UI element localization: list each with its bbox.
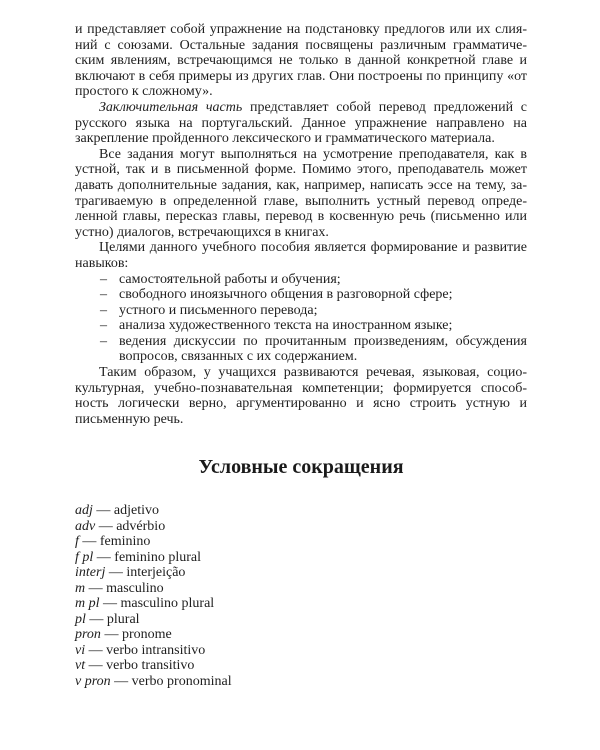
paragraph-assignments: Все задания могут выполняться на усмотрение преподавателя, как в устной, так и в письменной форме. Помимо этого, преподаватель может давать дополнительные задания, как, например, написать эссе на тему, затрагиваемую в определенной главе, выполнить устный перевод определенной главы, пересказ главы, перевод в косвенную речь (письменно или устно) диалогов, встречающихся в книгах. bbox=[75, 146, 527, 240]
abbreviation-item bbox=[75, 643, 527, 659]
list-dash: – bbox=[100, 287, 107, 303]
paragraph-final-part bbox=[75, 100, 527, 147]
abbreviation-meaning: masculino plural bbox=[120, 596, 215, 612]
abbreviation: v pron bbox=[75, 673, 111, 689]
abbreviation-separator: — bbox=[85, 642, 107, 658]
abbreviation: interj bbox=[75, 565, 106, 581]
abbreviation-meaning: verbo transitivo bbox=[106, 658, 195, 674]
abbreviation-meaning: feminino bbox=[99, 534, 151, 550]
abbreviation-meaning: verbo pronominal bbox=[131, 673, 232, 689]
abbreviation-item bbox=[75, 550, 527, 566]
abbreviation-separator: — bbox=[95, 518, 117, 534]
abbreviation-separator: — bbox=[99, 596, 121, 612]
final-part-text: представляет собой перевод предложений с русского языка на португальский. Данное упражнение направлено на закрепление пройденного лексического и грамматического материала. bbox=[75, 99, 528, 147]
abbreviation-separator: — bbox=[78, 534, 100, 550]
abbreviation-meaning: pronome bbox=[121, 627, 172, 643]
abbreviation-item bbox=[75, 565, 527, 581]
abbreviation: m bbox=[75, 580, 86, 596]
abbreviation: f bbox=[75, 534, 79, 550]
paragraph-goals: Целями данного учебного пособия является формирование и развитие навыков: bbox=[75, 240, 527, 271]
abbreviation: vt bbox=[75, 658, 86, 674]
abbreviation-separator: — bbox=[93, 549, 115, 565]
list-dash: – bbox=[100, 318, 107, 334]
final-part-term: Заключительная часть bbox=[99, 99, 243, 115]
abbreviation-item bbox=[75, 581, 527, 597]
abbreviation-item bbox=[75, 534, 527, 550]
paragraph-conclusion: Таким образом, у учащихся развиваются речевая, языковая, социокультурная, учебно-познавательная компетенции; формируется способность логически верно, аргументированно и ясно строить устную и письменную речь. bbox=[75, 365, 527, 427]
abbreviation-separator: — bbox=[85, 580, 107, 596]
skills-list bbox=[75, 272, 527, 366]
abbreviation-separator: — bbox=[110, 673, 132, 689]
abbreviation: adj bbox=[75, 503, 93, 519]
abbreviation-meaning: adjetivo bbox=[113, 503, 159, 519]
abbreviation-item bbox=[75, 674, 527, 690]
abbreviation-item bbox=[75, 519, 527, 535]
abbreviation-meaning: plural bbox=[106, 611, 140, 627]
abbreviation-meaning: masculino bbox=[106, 580, 164, 596]
skills-list-item: – свободного иноязычного общения в разговорной сфере; bbox=[100, 287, 453, 303]
abbreviation: adv bbox=[75, 518, 96, 534]
abbreviation-separator: — bbox=[105, 565, 127, 581]
abbreviation-item bbox=[75, 612, 527, 628]
list-dash: – bbox=[100, 271, 107, 287]
abbreviation-separator: — bbox=[85, 611, 107, 627]
abbreviation: vi bbox=[75, 642, 86, 658]
abbreviation-separator: — bbox=[92, 503, 114, 519]
document-page bbox=[75, 22, 527, 689]
abbreviation: m pl bbox=[75, 596, 100, 612]
list-dash: – bbox=[100, 333, 107, 349]
abbreviations-list bbox=[75, 503, 527, 689]
abbreviation: pl bbox=[75, 611, 86, 627]
skills-list-item: – самостоятельной работы и обучения; bbox=[100, 271, 341, 287]
abbreviation: pron bbox=[75, 627, 101, 643]
abbreviation-item bbox=[75, 596, 527, 612]
skills-list-item: – анализа художественного текста на иностранном языке; bbox=[100, 318, 453, 334]
abbreviation-meaning: feminino plural bbox=[114, 549, 201, 565]
abbreviation-item bbox=[75, 627, 527, 643]
section-title: Условные сокращения bbox=[198, 456, 404, 479]
abbreviation-meaning: interjeição bbox=[126, 565, 186, 581]
abbreviation-separator: — bbox=[100, 627, 122, 643]
list-dash: – bbox=[100, 302, 107, 318]
skills-list-item: – устного и письменного перевода; bbox=[100, 302, 318, 318]
skills-list-item: – ведения дискуссии по прочитанным произведениям, обсуждения вопросов, связанных с их содержанием. bbox=[100, 333, 527, 365]
abbreviation-item bbox=[75, 658, 527, 674]
paragraph-exercise-description: и представляет собой упражнение на подстановку предлогов или их слияний с союзами. Остальные задания посвящены различным грамматическим явлениям, встречающимся не только в данной конкретной главе и включают в себя примеры из других глав. Они построены по принципу «от простого к сложному». bbox=[75, 22, 527, 100]
abbreviation-meaning: verbo intransitivo bbox=[106, 642, 206, 658]
abbreviation-item bbox=[75, 503, 527, 519]
abbreviation-separator: — bbox=[85, 658, 107, 674]
abbreviation: f pl bbox=[75, 549, 94, 565]
abbreviation-meaning: advérbio bbox=[116, 518, 166, 534]
